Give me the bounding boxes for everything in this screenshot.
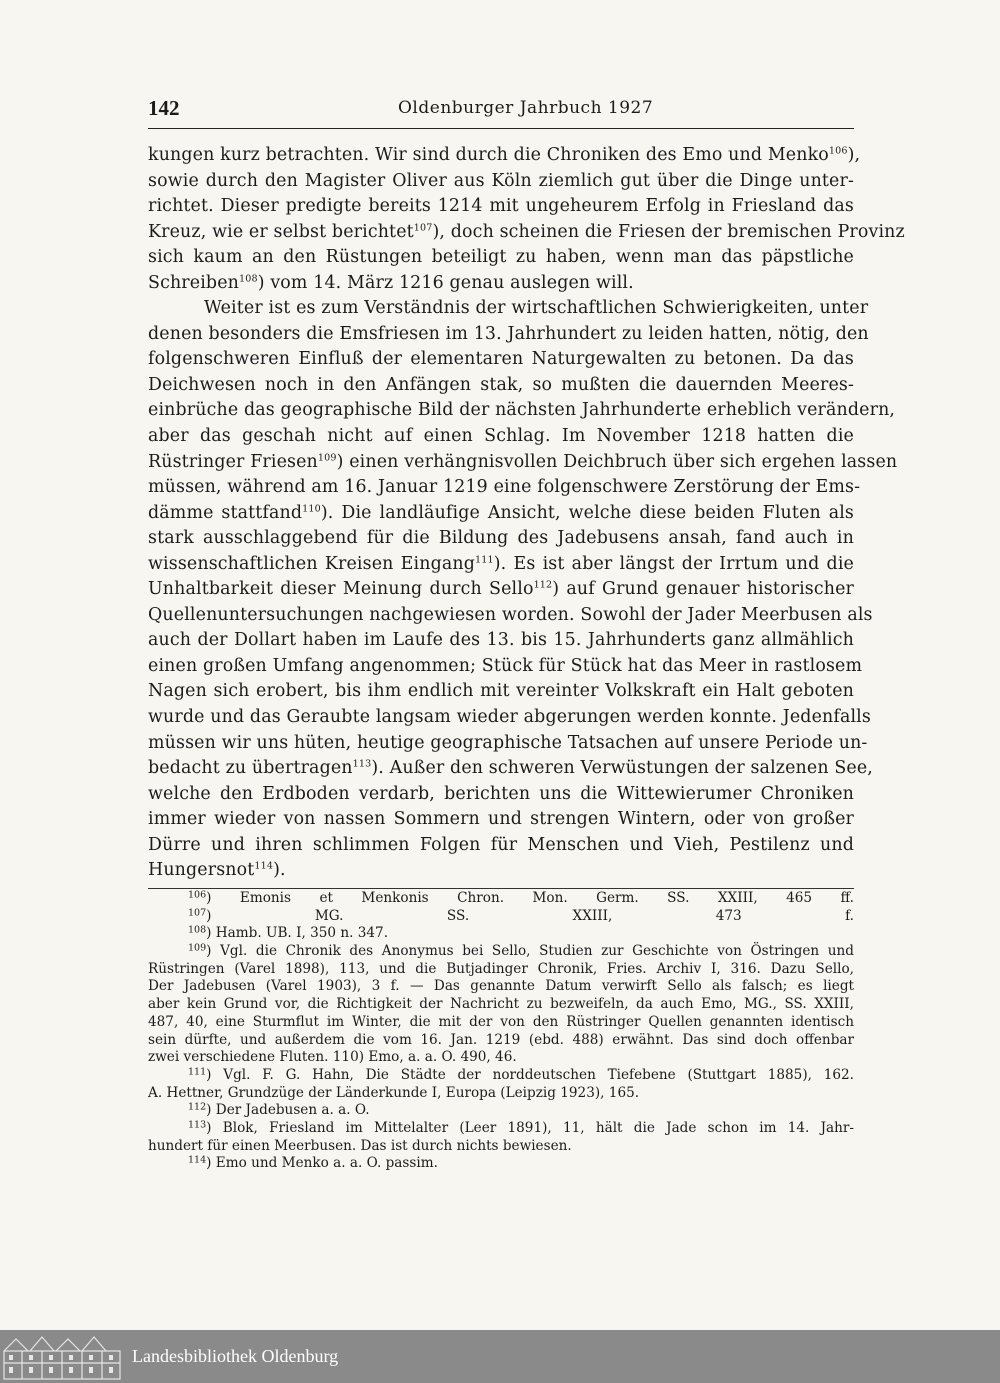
footer-bar [0,1330,1000,1383]
footnote-line: Der Jadebusen (Varel 1903), 3 f. — Das genannte Datum verwirft Sello als falsch; es liegt [148,978,854,995]
body-line: dämme stattfand$^{110}$). Die landläufige Ansicht, welche diese beiden Fluten als [148,502,854,523]
footnote-line: $^{106}$) Emonis et Menkonis Chron. Mon. Germ. SS. XXIII, 465 ff. [188,889,854,906]
body-line: immer wieder von nassen Sommern und strengen Wintern, oder von großer [148,809,854,830]
footnote-line: $^{111}$) Vgl. F. G. Hahn, Die Städte der norddeutschen Tiefebene (Stuttgart 1885), 162. [188,1066,854,1083]
footnote-line: $^{112}$) Der Jadebusen a. a. O. [188,1101,370,1119]
body-line: Deichwesen noch in den Anfängen stak, so mußten die dauernden Meeres- [148,374,854,395]
footnote-number: 113 [188,1119,207,1131]
body-line: wurde und das Geraubte langsam wieder abgerungen werden konnte. Jedenfalls [148,707,871,728]
body-line: folgenschweren Einfluß der elementaren Naturgewalten zu betonen. Da das [148,349,854,370]
footnote-number: 107 [188,907,207,919]
footnote-number: 111 [188,1066,207,1078]
body-line: einbrüche das geographische Bild der nächsten Jahrhunderte erheblich verändern, [148,400,896,421]
body-line: welche den Erdboden verdarb, berichten uns die Wittewierumer Chroniken [148,783,854,804]
footnote-reference[interactable]: 111 [475,554,494,566]
footnote-rule [148,888,854,889]
body-line: Weiter ist es zum Verständnis der wirtschaftlichen Schwierigkeiten, unter [204,298,869,319]
footnote-reference[interactable]: 107 [413,221,433,233]
body-line: sowie durch den Magister Oliver aus Köln ziemlich gut über die Dinge unter- [148,170,854,191]
footnote-reference[interactable]: 110 [302,502,321,514]
body-line: aber das geschah nicht auf einen Schlag. Im November 1218 hatten die [148,426,854,447]
body-line: Quellenuntersuchungen nachgewiesen worden. Sowohl der Jader Meerbusen als [148,604,873,625]
footnote-line: zwei verschiedene Fluten. 110) Emo, a. a. O. 490, 46. [148,1049,517,1066]
footnote-line: $^{109}$) Vgl. die Chronik des Anonymus bei Sello, Studien zur Geschichte von Östringen und [188,942,854,960]
footnote-line: $^{108}$) Hamb. UB. I, 350 n. 347. [188,925,389,942]
page-header [148,96,854,126]
page-number: 142 [148,96,180,120]
header-rule [148,128,854,129]
footnote-line: Rüstringen (Varel 1898), 113, und die Butjadinger Chronik, Fries. Archiv I, 316. Dazu Sello, [148,960,854,977]
body-line: Unhaltbarkeit dieser Meinung durch Sello$^{112}$) auf Grund genauer historischer [148,579,855,600]
footnote-line: hundert für einen Meerbusen. Das ist durch nichts bewiesen. [148,1137,572,1154]
footnote-reference[interactable]: 109 [317,451,337,463]
body-line: auch der Dollart haben im Laufe des 13. bis 15. Jahrhunderts ganz allmählich [148,630,854,651]
body-line: stark ausschlaggebend für die Bildung des Jadebusens ansah, fand auch in [148,528,854,549]
footnote-reference[interactable]: 114 [254,860,274,872]
body-line: müssen, während am 16. Januar 1219 eine folgenschwere Zerstörung der Ems- [148,477,861,498]
footnote-reference[interactable]: 106 [828,145,848,157]
footnote-number: 108 [188,925,207,937]
body-line: kungen kurz betrachten. Wir sind durch die Chroniken des Emo und Menko$^{106}$), [148,145,861,165]
body-line: Dürre und ihren schlimmen Folgen für Menschen und Vieh, Pestilenz und [148,834,854,855]
footnote-number: 106 [188,889,207,901]
footnote-number: 114 [188,1155,207,1167]
footnote-reference[interactable]: 113 [352,758,372,770]
body-line: müssen wir uns hüten, heutige geographische Tatsachen auf unsere Periode un- [148,732,868,753]
footnote-number: 109 [188,942,207,954]
body-line: Schreiben$^{108}$) vom 14. März 1216 genau auslegen will. [148,272,634,293]
footnote-line: aber kein Grund vor, die Richtigkeit der Nachricht zu bezweifeln, da auch Emo, MG., SS. XXIII, [148,996,854,1013]
body-line: wissenschaftlichen Kreisen Eingang$^{111}$). Es ist aber längst der Irrtum und die [148,553,854,574]
body-line: Rüstringer Friesen$^{109}$) einen verhängnisvollen Deichbruch über sich ergehen lassen [148,451,898,472]
body-text [148,143,905,884]
footnote-number: 112 [188,1101,207,1113]
footnote-line: 487, 40, eine Sturmflut im Winter, die mit der von den Rüstringer Quellen genannten identisch [148,1013,854,1030]
footnote-line: $^{107}$) MG. SS. XXIII, 473 f. [188,907,854,924]
footnote-line: sein dürfte, und außerdem die vom 16. Jan. 1219 (ebd. 488) erwähnt. Das sind doch offenbar [148,1031,854,1048]
footnote-line: A. Hettner, Grundzüge der Länderkunde I, Europa (Leipzig 1923), 165. [148,1084,640,1101]
footnote-reference[interactable]: 112 [533,579,553,591]
body-line: richtet. Dieser predigte bereits 1214 mit ungeheurem Erfolg in Friesland das [148,196,854,217]
footnote-line: $^{114}$) Emo und Menko a. a. O. passim. [188,1155,438,1172]
footnotes [148,890,854,1173]
library-building-icon [2,1333,122,1381]
footer-library-label[interactable]: Landesbibliothek Oldenburg [132,1346,339,1366]
running-title: Oldenburger Jahrbuch 1927 [398,98,654,118]
body-line: bedacht zu übertragen$^{113}$). Außer den schweren Verwüstungen der salzenen See, [148,758,873,779]
body-line: einen großen Umfang angenommen; Stück für Stück hat das Meer in rastlosem [148,655,863,676]
body-line: Nagen sich erobert, bis ihm endlich mit vereinter Volkskraft ein Halt geboten [148,681,854,702]
body-line: Kreuz, wie er selbst berichtet$^{107}$), doch scheinen die Friesen der bremischen Provinz [148,221,905,242]
body-line: sich kaum an den Rüstungen beteiligt zu haben, wenn man das päpstliche [148,247,854,268]
body-line: denen besonders die Emsfriesen im 13. Jahrhundert zu leiden hatten, nötig, den [148,323,869,344]
body-line: Hungersnot$^{114}$). [148,860,286,881]
footnote-reference[interactable]: 108 [239,273,258,285]
footnote-line: $^{113}$) Blok, Friesland im Mittelalter (Leer 1891), 11, hält die Jade schon im 14. Jahr- [188,1119,854,1136]
